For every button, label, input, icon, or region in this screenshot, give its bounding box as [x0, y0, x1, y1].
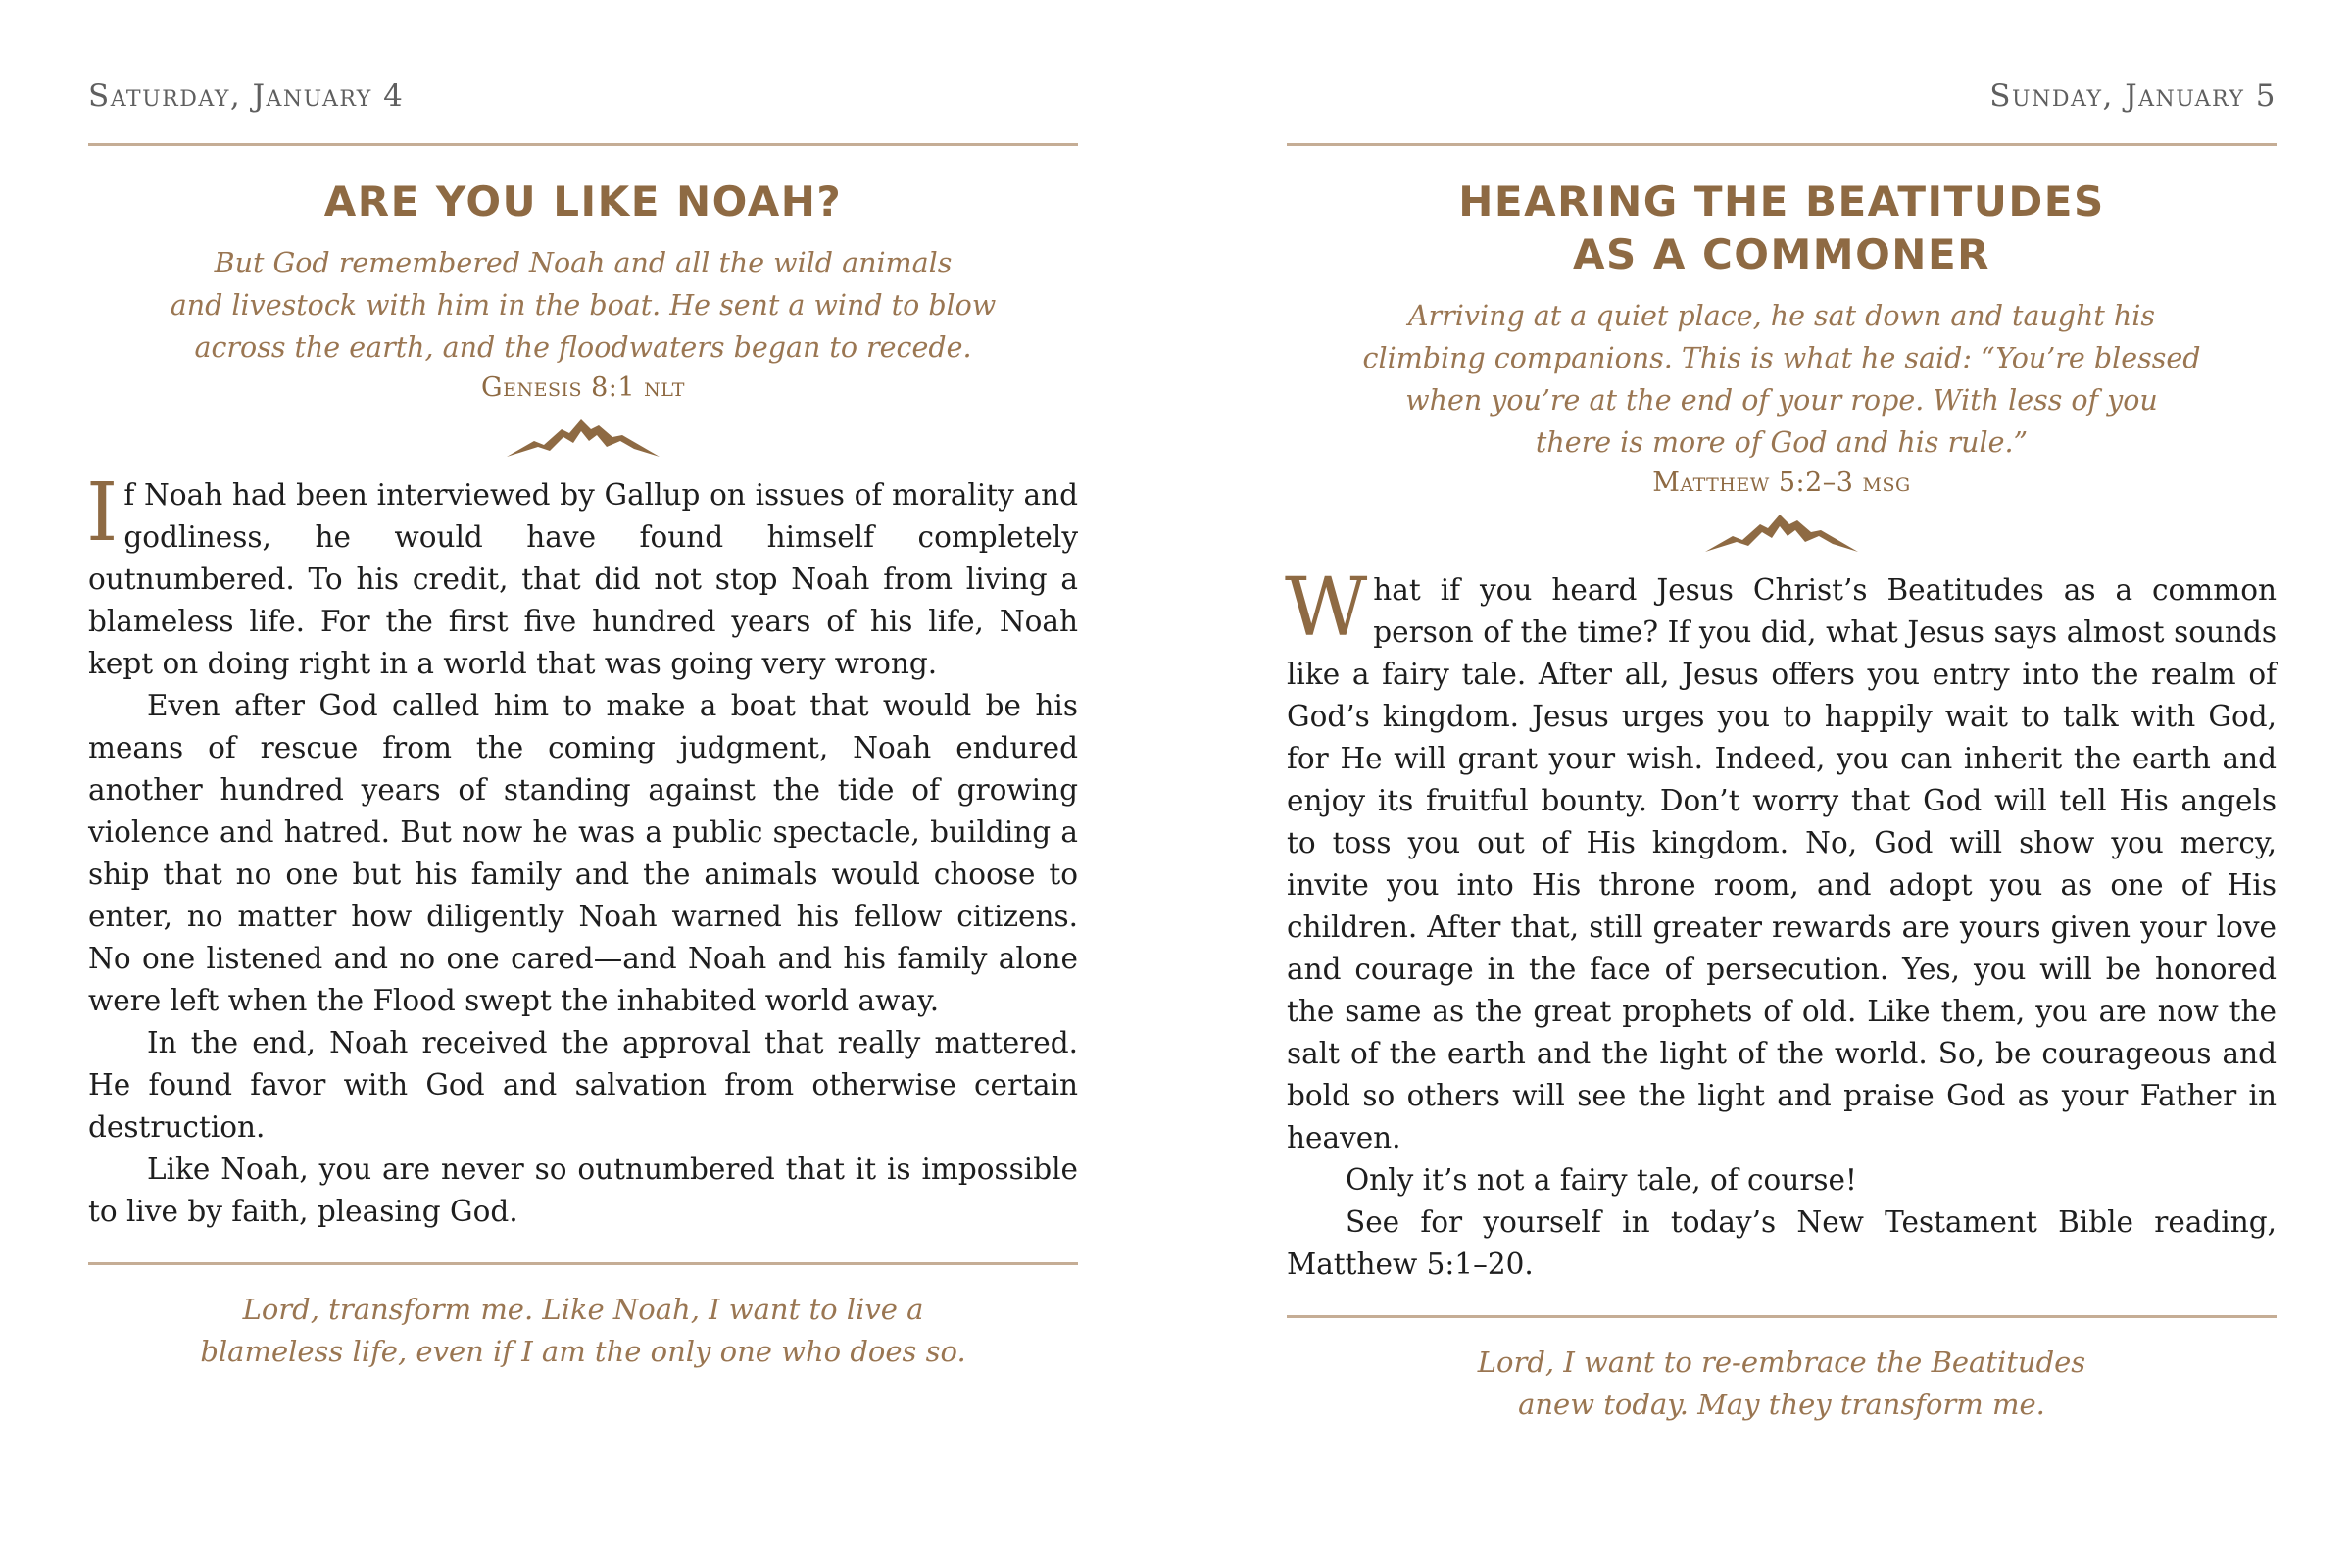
running-head-date: Saturday, January 4 [88, 78, 405, 114]
header-rule [88, 143, 1078, 146]
drop-cap: I [86, 466, 119, 560]
devotion-body [86, 466, 1078, 1233]
verse-line: climbing companions. This is what he said: “You’re blessed [1362, 342, 2201, 374]
prayer-line: Lord, transform me. Like Noah, I want to live a [242, 1293, 924, 1326]
paragraph-text: f Noah had been interviewed by Gallup on issues of morality and godliness, he would have found himself completely outnumbered. To his credit, that did not stop Noah from living a blameless life. For the first five hundred years of his life, Noah kept on doing right in a world that was going very wrong. [88, 478, 1078, 680]
body-paragraph: Even after God called him to make a boat that would be his means of rescue from the coming judgment, Noah endured another hundred years of standing against the tide of growing violence and hatred. But now he was a public spectacle, building a ship that no one but his family and the animals would choose to enter, no matter how diligently Noah warned his fellow citizens. No one listened and no one cared—and Noah and his family alone were left when the Flood swept the inhabited world away. [88, 689, 1078, 1017]
prayer-rule [88, 1262, 1078, 1265]
body-paragraph [86, 466, 1078, 685]
body-paragraph [1285, 562, 2277, 1159]
running-head-date: Sunday, January 5 [1989, 78, 2277, 114]
title-line: AS A COMMONER [1572, 230, 1990, 278]
verse-line: across the earth, and the floodwaters began to recede. [194, 331, 972, 364]
prayer-line: Lord, I want to re-embrace the Beatitudes [1477, 1346, 2086, 1379]
closing-prayer [1287, 1342, 2277, 1426]
header-rule [1287, 143, 2277, 146]
scripture-verse [1287, 295, 2277, 464]
devotion-body [1285, 562, 2277, 1286]
right-page [1287, 0, 2277, 1426]
closing-prayer [88, 1289, 1078, 1373]
scripture-reference: Matthew 5:2–3 msg [1652, 467, 1911, 498]
body-paragraph: Like Noah, you are never so outnumbered that it is impossible to live by faith, pleasing God. [88, 1152, 1078, 1228]
devotion-title [88, 175, 1078, 228]
body-paragraph: In the end, Noah received the approval that really mattered. He found favor with God and salvation from otherwise certain destruction. [88, 1026, 1078, 1144]
devotion-title [1287, 175, 2277, 281]
prayer-line: blameless life, even if I am the only one who does so. [200, 1335, 966, 1368]
mountain-ornament-icon [1703, 507, 1860, 556]
verse-line: when you’re at the end of your rope. With less of you [1405, 384, 2158, 416]
prayer-line: anew today. May they transform me. [1518, 1388, 2045, 1421]
drop-cap: W [1285, 562, 1368, 655]
verse-line: Arriving at a quiet place, he sat down and taught his [1407, 300, 2156, 332]
left-page [88, 0, 1078, 1373]
scripture-reference: Genesis 8:1 nlt [481, 372, 685, 403]
paragraph-text: hat if you heard Jesus Christ’s Beatitudes as a common person of the time? If you did, what Jesus says almost sounds like a fairy tale. After all, Jesus offers you entry into the realm of God’s kingdom. Jesus urges you to happily wait to talk with God, for He will grant your wish. Indeed, you can inherit the earth and enjoy its fruitful bounty. Don’t worry that God will tell His angels to toss you out of His kingdom. No, God will show you mercy, invite you into His throne room, and adopt you as one of His children. After that, still greater rewards are yours given your love and courage in the face of persecution. Yes, you will be honored the same as the great prophets of old. Like them, you are now the salt of the earth and the light of the world. So, be courageous and bold so others will see the light and praise God as your Father in heaven. [1287, 573, 2277, 1154]
scripture-verse [88, 242, 1078, 368]
prayer-rule [1287, 1315, 2277, 1318]
title-line: ARE YOU LIKE NOAH? [323, 177, 843, 225]
verse-line: But God remembered Noah and all the wild animals [214, 247, 953, 279]
body-paragraph: See for yourself in today’s New Testament Bible reading, Matthew 5:1–20. [1287, 1205, 2277, 1281]
body-paragraph: Only it’s not a fairy tale, of course! [1346, 1163, 1857, 1197]
mountain-ornament-icon [505, 412, 662, 461]
title-line: HEARING THE BEATITUDES [1458, 177, 2105, 225]
verse-line: there is more of God and his rule.” [1535, 426, 2029, 459]
verse-line: and livestock with him in the boat. He sent a wind to blow [170, 289, 997, 321]
